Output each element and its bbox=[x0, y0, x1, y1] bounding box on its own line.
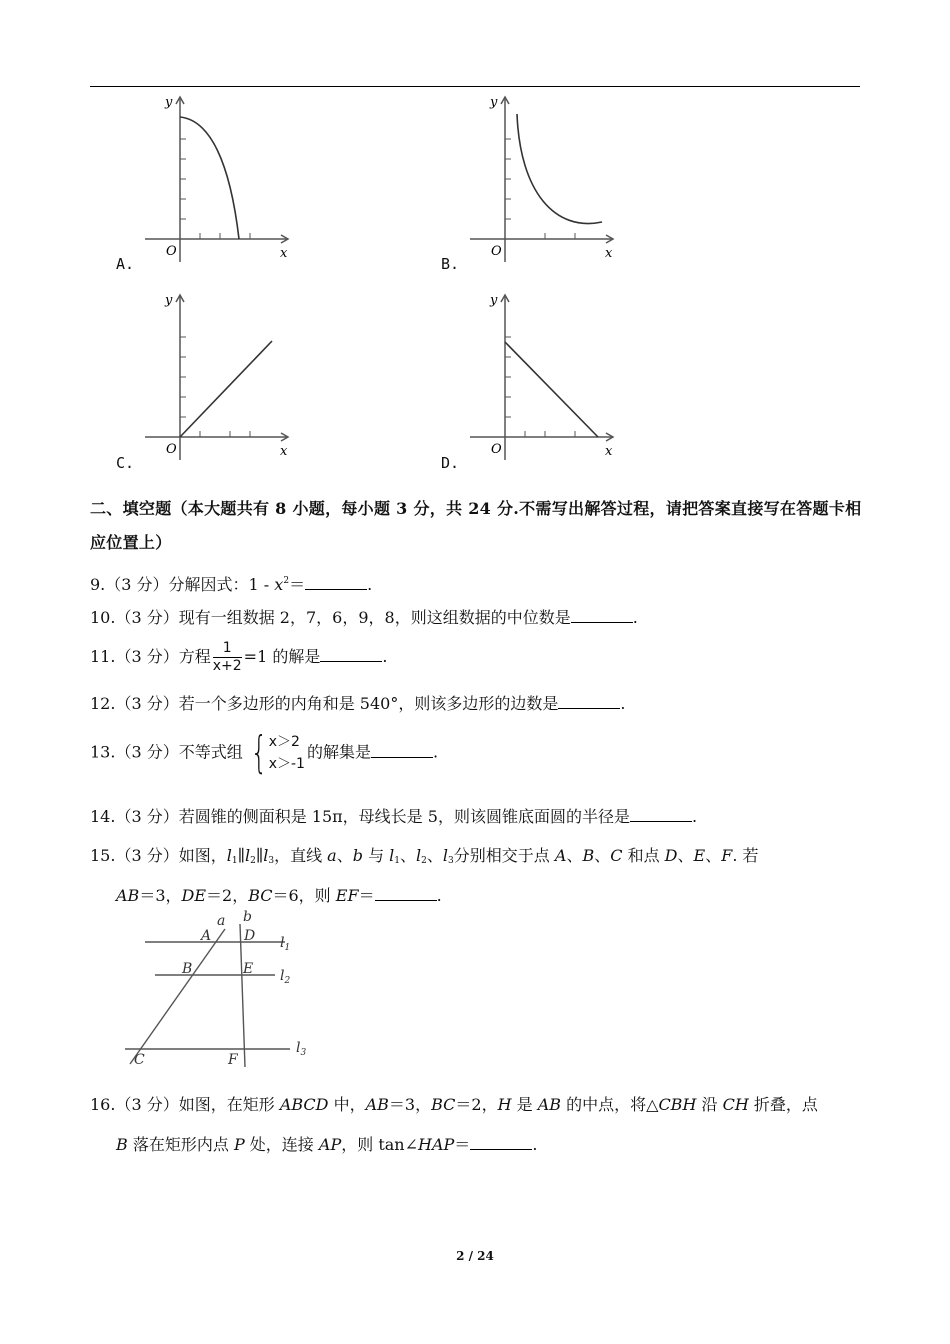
graph-b-y-label: y bbox=[490, 95, 498, 110]
option-a-label: A. bbox=[116, 255, 135, 273]
fig15-label-a-line: a bbox=[217, 913, 226, 929]
graph-a-y-label: y bbox=[165, 95, 173, 110]
option-c-label: C. bbox=[116, 454, 135, 472]
graph-d bbox=[465, 290, 625, 470]
question-16: 16.（3 分）如图，在矩形 ABCD 中，AB＝3，BC＝2，H 是 AB 的中点，将△CBH 沿 CH 折叠，点 bbox=[90, 1095, 818, 1114]
option-b-label: B. bbox=[441, 255, 460, 273]
answer-blank[interactable] bbox=[571, 608, 633, 623]
answer-blank[interactable] bbox=[320, 647, 382, 662]
fig15-label-C: C bbox=[134, 1052, 145, 1068]
answer-blank[interactable] bbox=[558, 694, 620, 709]
page-number: 2 / 24 bbox=[456, 1249, 494, 1263]
question-15: 15.（3 分）如图，$l_1\parallel l_2\parallel l_3$，直线 a、b 与 $l_1$、$l_2$、$l_3$分别相交于点 A、B、C 和点 D、E、F. 若 bbox=[90, 846, 759, 866]
answer-blank[interactable] bbox=[371, 743, 433, 758]
question-9: 9.（3 分）分解因式：$1 - x^2=$ . bbox=[90, 575, 373, 594]
question-13: 13.（3 分）不等式组 { x＞2 x＞-1 的解集是 . bbox=[90, 727, 439, 778]
fraction: $\frac{1}{x+2}$ bbox=[212, 640, 242, 674]
question-12: 12.（3 分）若一个多边形的内角和是 540°，则该多边形的边数是 . bbox=[90, 694, 626, 713]
question-14: 14.（3 分）若圆锥的侧面积是 15π，母线长是 5，则该圆锥底面圆的半径是 . bbox=[90, 807, 698, 826]
question-16-line-2: B 落在矩形内点 P 处，连接 AP，则 tan∠HAP＝ . bbox=[116, 1135, 538, 1154]
figure-15 bbox=[110, 909, 320, 1068]
answer-blank[interactable] bbox=[375, 886, 437, 901]
fig15-label-F: F bbox=[228, 1052, 238, 1068]
top-rule bbox=[90, 86, 860, 87]
inequality-system: { x＞2 x＞-1 bbox=[250, 727, 305, 778]
graph-c-x-label: x bbox=[280, 444, 288, 459]
graph-d-origin: O bbox=[491, 442, 502, 457]
fig15-label-A: A bbox=[201, 928, 212, 944]
fig15-label-b-line: b bbox=[243, 909, 252, 925]
graph-b-origin: O bbox=[491, 244, 502, 259]
graph-b bbox=[465, 92, 625, 272]
answer-blank[interactable] bbox=[470, 1135, 532, 1150]
fig15-label-l1: $l_1$ bbox=[280, 935, 291, 953]
graph-a bbox=[140, 92, 300, 272]
graph-c-y-label: y bbox=[165, 293, 173, 308]
fig15-label-D: D bbox=[244, 928, 256, 944]
graph-a-origin: O bbox=[166, 244, 177, 259]
graph-a-x-label: x bbox=[280, 246, 288, 261]
graph-b-x-label: x bbox=[605, 246, 613, 261]
brace-icon: { bbox=[250, 727, 268, 778]
fig15-label-B: B bbox=[182, 961, 193, 977]
graph-c bbox=[140, 290, 300, 470]
graph-c-origin: O bbox=[166, 442, 177, 457]
question-15-line-2: AB＝3，DE＝2，BC＝6，则 EF＝ . bbox=[116, 886, 442, 905]
section-heading: 二、填空题（本大题共有 8 小题，每小题 3 分，共 24 分.不需写出解答过程，请把答案直接写在答题卡相应位置上） bbox=[90, 499, 862, 552]
question-10: 10.（3 分）现有一组数据 2，7，6，9，8，则这组数据的中位数是 . bbox=[90, 608, 638, 627]
graph-d-y-label: y bbox=[490, 293, 498, 308]
option-d-label: D. bbox=[441, 454, 460, 472]
fig15-label-l2: $l_2$ bbox=[280, 968, 291, 986]
graph-d-x-label: x bbox=[605, 444, 613, 459]
answer-blank[interactable] bbox=[305, 575, 367, 590]
fig15-label-E: E bbox=[243, 961, 254, 977]
fig15-label-l3: $l_3$ bbox=[296, 1040, 307, 1058]
question-11: 11.（3 分）方程 $\frac{1}{x+2}$ =1 的解是 . bbox=[90, 640, 388, 674]
answer-blank[interactable] bbox=[630, 807, 692, 822]
